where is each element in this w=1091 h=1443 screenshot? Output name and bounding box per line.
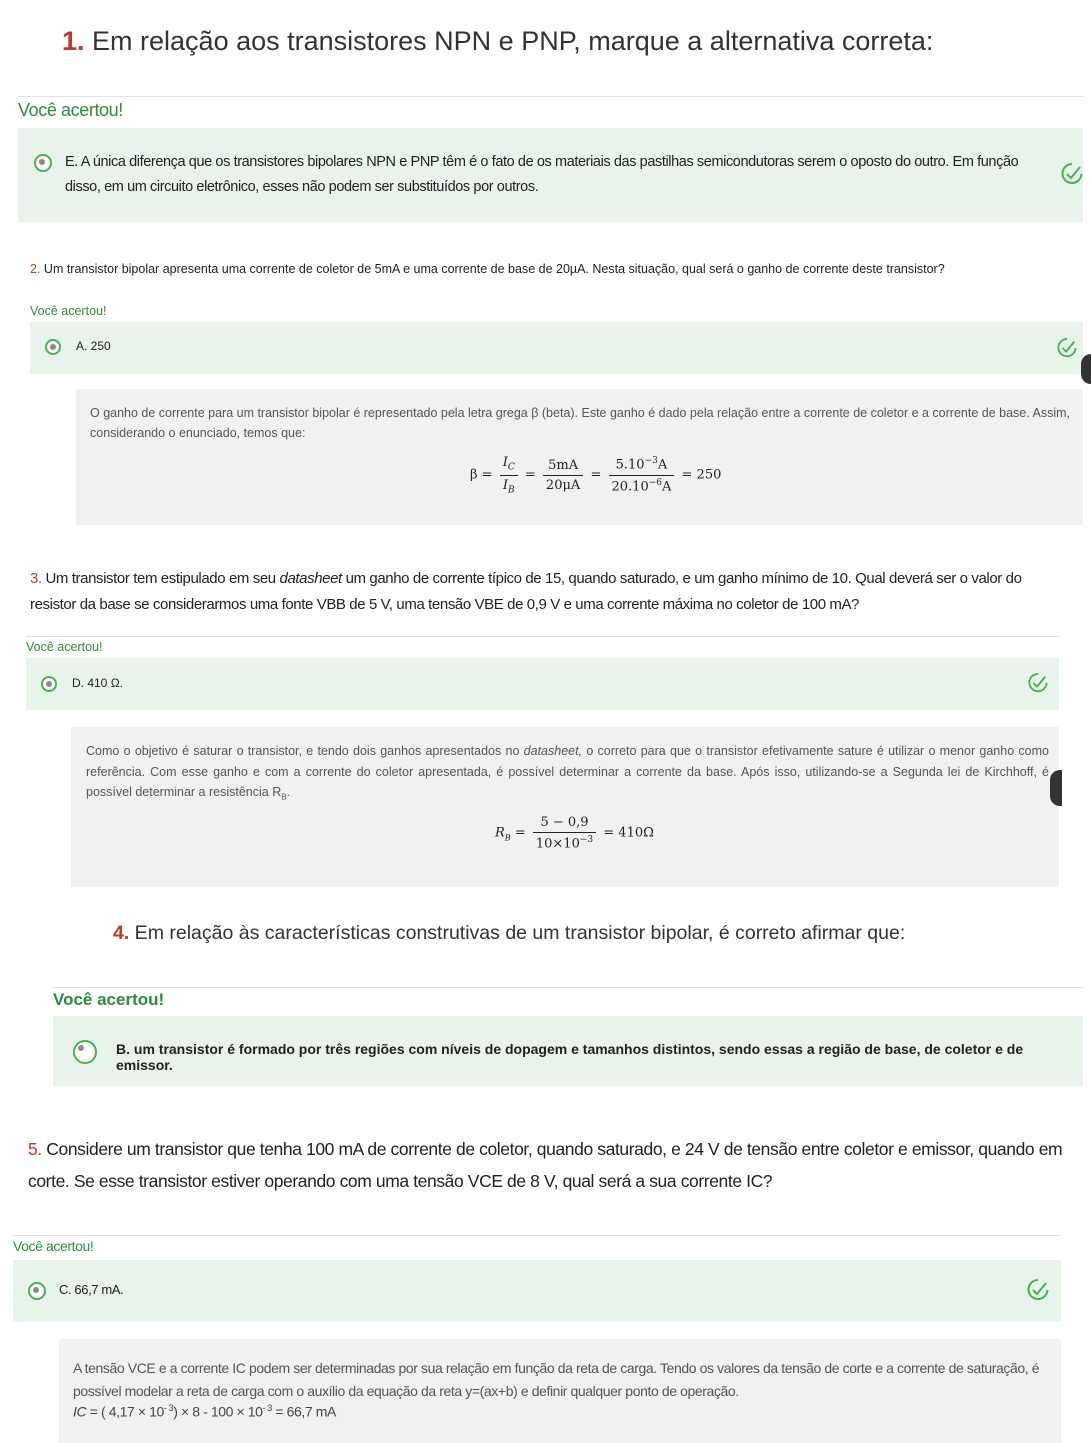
- explanation-text: O ganho de corrente para um transistor bipolar é representado pela letra grega β (beta). Este ganho é dado pela relação entre a corrente de coletor e a corrente de base. Assim, considerando o enunciado, temos que:: [90, 406, 1070, 440]
- result-label: Você acertou!: [53, 990, 165, 1009]
- divider: [26, 636, 1059, 637]
- radio-selected-icon: [41, 676, 57, 692]
- divider: [18, 96, 1083, 97]
- question-4-title: [113, 922, 1083, 945]
- selected-answer[interactable]: [30, 322, 1083, 374]
- selected-answer[interactable]: [18, 128, 1083, 222]
- explanation-box: [76, 389, 1083, 525]
- answer-text: B. um transistor é formado por três regiões com níveis de dopagem e tamanhos distintos, sendo essas a região de base, de coletor e de emissor.: [116, 1041, 1024, 1073]
- question-text: Em relação às características construtivas de um transistor bipolar, é correto afirmar que:: [129, 922, 906, 944]
- explanation-box: [59, 1339, 1061, 1443]
- answer-text: A. 250: [76, 339, 111, 353]
- divider: [53, 987, 1083, 988]
- check-circle-icon: [1028, 672, 1048, 694]
- selected-answer[interactable]: [13, 1260, 1061, 1322]
- radio-selected-icon: [45, 339, 61, 355]
- answer-text: C. 66,7 mA.: [59, 1282, 124, 1297]
- resistance-formula: $R_B$ = $\frac{5 - 0,9}{10\times 10^{-3}}$ = 410Ω: [495, 815, 654, 852]
- radio-selected-icon: [28, 1282, 46, 1300]
- question-number: 2.: [30, 262, 41, 276]
- explanation-text: Como o objetivo é saturar o transistor, e tendo dois ganhos apresentados no datasheet, o correto para que o transistor efetivamente sature é utilizar o menor ganho como referência. Com esse ganho e com a corrente do coletor apresentada, é possível determinar a corrente da base. Após isso, utilizando-se a Segunda lei de Kirchhoff, é possível determinar a resistência $R_B$.: [86, 744, 1049, 802]
- question-text: Em relação aos transistores NPN e PNP, marque a alternativa correta:: [84, 26, 934, 56]
- radio-selected-icon: [73, 1040, 97, 1064]
- divider: [13, 1235, 1061, 1236]
- check-circle-icon: [1061, 162, 1083, 186]
- check-circle-icon: [1027, 1278, 1049, 1302]
- question-1-title: [62, 26, 1062, 57]
- beta-formula: β = $\frac{I_C}{I_B}$ = $\frac{5mA}{20\mu A}$ = $\frac{5.10^{-3}A}{20.10^{-6}A}$ = 250: [470, 455, 722, 496]
- question-number: 3.: [30, 570, 42, 587]
- question-number: 1.: [62, 26, 85, 56]
- answer-text: D. 410 Ω.: [72, 676, 123, 690]
- question-text: Considere um transistor que tenha 100 mA de corrente de coletor, quando saturado, e 24 V de tensão entre coletor e emissor, quando em corte. Se esse transistor estiver operando com uma tensão VCE de 8 V, qual será a sua corrente IC?: [28, 1139, 1063, 1191]
- selected-answer[interactable]: [53, 1016, 1083, 1086]
- result-label: Você acertou!: [18, 100, 123, 120]
- question-5-title: [28, 1133, 1083, 1197]
- answer-text: E. A única diferença que os transistores bipolares NPN e PNP têm é o fato de os materiais das pastilhas semicondutoras serem o oposto do outro. Em função disso, em um circuito eletrônico, esses não podem ser substituídos por outros.: [65, 154, 1019, 195]
- scroll-handle[interactable]: [1081, 354, 1091, 384]
- radio-selected-icon: [34, 154, 52, 172]
- check-circle-icon: [1057, 337, 1077, 359]
- question-text: Um transistor bipolar apresenta uma corrente de coletor de 5mA e uma corrente de base de 20µA. Nesta situação, qual será o ganho de corrente deste transistor?: [40, 262, 945, 276]
- question-2-title: [30, 262, 1080, 276]
- explanation-box: [71, 727, 1059, 887]
- scroll-handle[interactable]: [1050, 770, 1062, 806]
- question-3-title: 3. Um transistor tem estipulado em seu datasheet um ganho de corrente típico de 15, quando saturado, e um ganho mínimo de 10. Qual deverá ser o valor do resistor da base se considerarmos uma fonte VBB de 5 V, uma tensão VBE de 0,9 V e uma corrente máxima no coletor de 100 mA?: [30, 570, 1022, 613]
- explanation-text: A tensão VCE e a corrente IC podem ser determinadas por sua relação em função da reta de carga. Tendo os valores da tensão de corte e a corrente de saturação, é possível modelar a reta de carga com o auxílio da equação da reta y=(ax+b) e definir qualquer ponto de operação.: [73, 1360, 1040, 1399]
- result-label: Você acertou!: [30, 304, 107, 318]
- selected-answer[interactable]: [26, 658, 1059, 710]
- question-number: 5.: [28, 1139, 42, 1159]
- result-label: Você acertou!: [26, 640, 103, 654]
- ic-formula: IC = ( $4,17 \times 10^{- 3}) \times 8 - 100 \times 10^{- 3} = 66,7$ mA: [73, 1403, 336, 1420]
- result-label: Você acertou!: [13, 1238, 94, 1254]
- question-number: 4.: [113, 922, 130, 944]
